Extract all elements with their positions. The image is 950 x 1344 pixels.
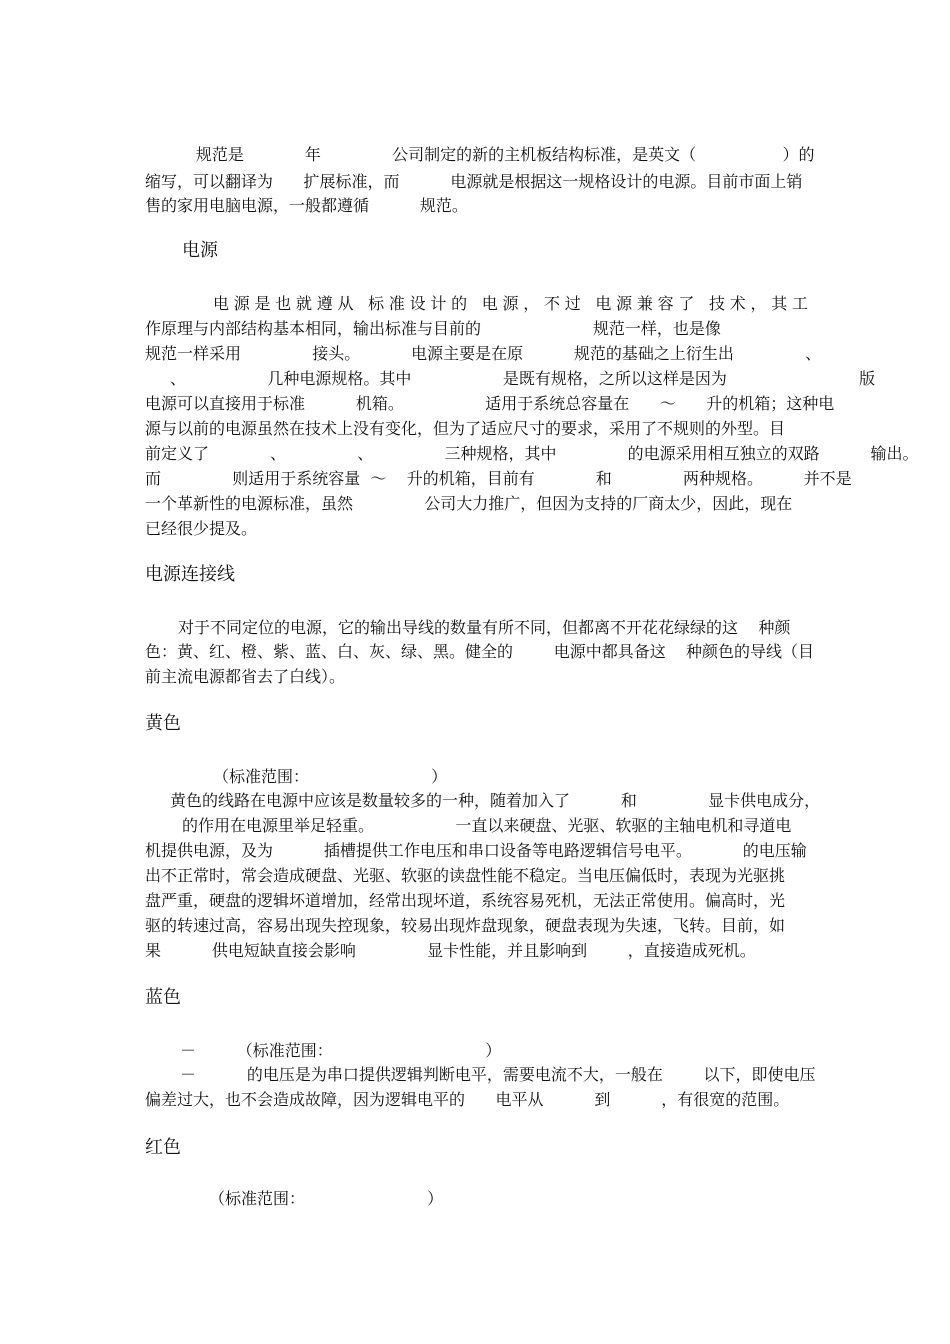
yellow-paragraph-line: 驱的转速过高，容易出现失控现象，较易出现炸盘现象，硬盘表现为失速，飞转。目前，如 — [145, 916, 786, 935]
yellow-paragraph-last-line: 果 供电短缺直接会影响 显卡性能，并且影响到 ，直接造成死机。 — [145, 941, 756, 960]
power-paragraph-line: 电源可以直接用于标准 机箱。 适用于系统总容量在 ～ 升的机箱；这种电 — [145, 394, 835, 413]
blue-standard-range: － （标准范围： ） — [180, 1041, 502, 1060]
power-paragraph-line: 作原理与内部结构基本相同，输出标准与目前的 规范一样，也是像 — [145, 319, 721, 338]
power-paragraph-line: 前定义了 、 、 三种规格，其中 的电源采用相互独立的双路 输出。 — [145, 444, 919, 463]
cables-paragraph-line: 前主流电源都省去了白线）。 — [145, 667, 346, 686]
yellow-paragraph-line: 盘严重，硬盘的逻辑坏道增加，经常出现坏道，系统容易死机，无法正常使用。偏高时，光 — [145, 891, 786, 910]
yellow-paragraph-line: 出不正常时，常会造成硬盘、光驱、软驱的读盘性能不稳定。当电压偏低时，表现为光驱挑 — [145, 866, 786, 885]
intro-line-3: 售的家用电脑电源，一般都遵循 规范。 — [145, 196, 468, 215]
heading-power-cables: 电源连接线 — [145, 564, 235, 585]
power-paragraph-line: 、 几种电源规格。其中 是既有规格，之所以这样是因为 版 — [170, 369, 876, 388]
power-paragraph-line: 规范一样采用 接头。 电源主要是在原 规范的基础之上衍生出 、 — [145, 344, 822, 363]
yellow-paragraph-line: 的作用在电源里举足轻重。 一直以来硬盘、光驱、软驱的主轴电机和寻道电 — [182, 816, 792, 835]
blue-paragraph-line: 偏差过大，也不会造成故障，因为逻辑电平的 电平从 到 ，有很宽的范围。 — [145, 1090, 790, 1109]
power-paragraph-line: 源与以前的电源虽然在技术上没有变化，但为了适应尺寸的要求，采用了不规则的外型。目 — [145, 419, 786, 438]
cables-paragraph-line: 对于不同定位的电源，它的输出导线的数量有所不同，但都离不开花花绿绿的这 种颜 — [178, 618, 791, 637]
heading-blue-wire: 蓝色 — [145, 987, 181, 1008]
cables-paragraph-line: 色：黄、红、橙、紫、蓝、白、灰、绿、黑。健全的 电源中都具备这 种颜色的导线（目 — [145, 642, 815, 661]
heading-power-supply: 电源 — [182, 240, 218, 261]
yellow-standard-range: （标准范围： ） — [213, 767, 448, 786]
intro-line-1: 规范是 年 公司制定的新的主机板结构标准，是英文（ ）的 — [145, 145, 815, 164]
red-standard-range: （标准范围： ） — [209, 1189, 444, 1208]
power-paragraph-line: 一个革新性的电源标准，虽然 公司大力推广，但因为支持的厂商太少，因此，现在 — [145, 494, 793, 513]
intro-line-2: 缩写，可以翻译为 扩展标准，而 电源就是根据这一规格设计的电源。目前市面上销 — [145, 172, 803, 191]
heading-red-wire: 红色 — [145, 1137, 181, 1158]
yellow-paragraph-line: 机提供电源，及为 插槽提供工作电压和串口设备等电路逻辑信号电平。 的电压输 — [145, 841, 807, 860]
power-paragraph-line: 而 则适用于系统容量 ～ 升的机箱，目前有 和 两种规格。 并不是 — [145, 469, 852, 488]
blue-paragraph-line: － 的电压是为串口提供逻辑判断电平，需要电流不大，一般在 以下，即使电压 — [180, 1065, 816, 1084]
power-paragraph-line: 电源是也就遵从 标准设计的 电源，不过 电源兼容了 技术，其工 — [213, 294, 808, 313]
heading-yellow-wire: 黄色 — [145, 713, 181, 734]
yellow-paragraph-line: 黄色的线路在电源中应该是数量较多的一种，随着加入了 和 显卡供电成分， — [170, 791, 821, 810]
power-paragraph-last-line: 已经很少提及。 — [145, 519, 258, 538]
